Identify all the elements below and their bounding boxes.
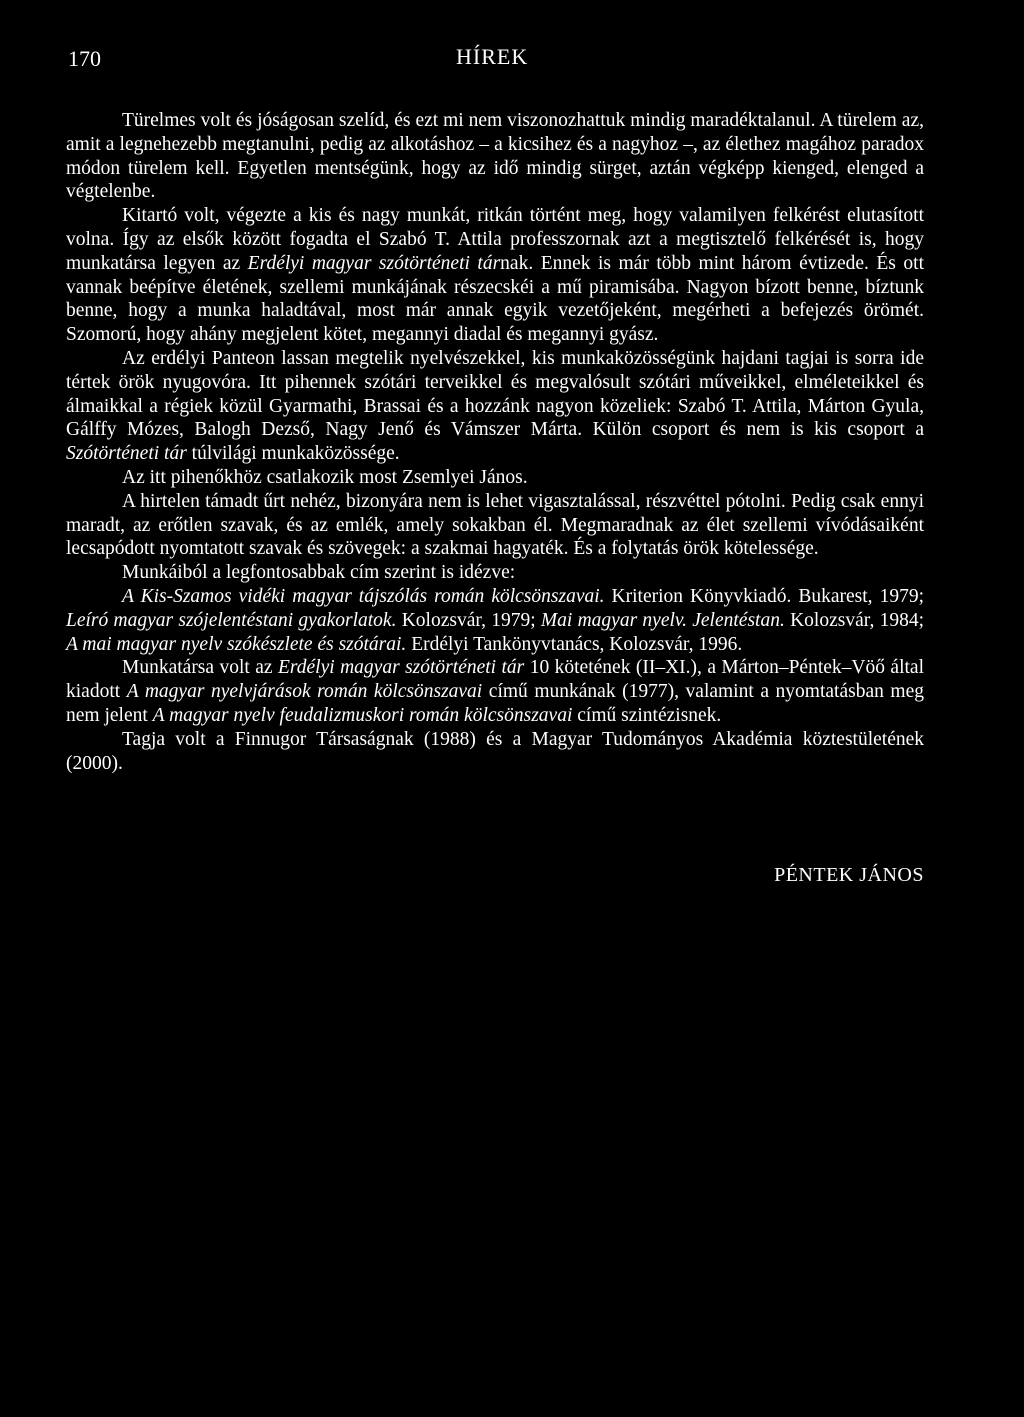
page-number: 170 (68, 46, 101, 71)
paragraph: A hirtelen támadt űrt nehéz, bizonyára nem is lehet vigasztalással, részvéttel pótolni. Pedig csak ennyi maradt, az erőtlen szavak, és az emlék, amely sokakban él. Megmaradnak az élet szellemi vívódásaiként lecsapódott nyomtatott szavak és szövegek: a szakmai hagyaték. És a folytatás örök kötelessége. (66, 490, 924, 560)
bibliography: A Kis-Szamos vidéki magyar tájszólás román kölcsönszavai. Kriterion Könyvkiadó. Bukarest, 1979; Leíró magyar szójelentéstani gyakorlatok. Kolozsvár, 1979; Mai magyar nyelv. Jelentéstan. Kolozsvár, 1984; A mai magyar nyelv szókészlete és szótárai. Erdélyi Tankönyvtanács, Kolozsvár, 1996. (66, 585, 925, 655)
running-head: HÍREK (456, 44, 529, 69)
work-title: A mai magyar nyelv szókészlete és szótárai. (66, 633, 407, 655)
paragraph: Az itt pihenőkhöz csatlakozik most Zsemlyei János. (122, 466, 528, 488)
work-title: Leíró magyar szójelentéstani gyakorlatok. (66, 609, 397, 631)
paragraph: Munkatársa volt az Erdélyi magyar szótörténeti tár 10 kötetének (II–XI.), a Márton–Péntek–Vöő által kiadott A magyar nyelvjárások román kölcsönszavai című munkának (1977), valamint a nyomtatásban meg nem jelent A magyar nyelv feudalizmuskori román kölcsönszavai című szintézisnek. (66, 657, 924, 726)
paragraph: Munkáiból a legfontosabbak cím szerint is idézve: (122, 562, 516, 584)
work-title: Mai magyar nyelv. Jelentéstan. (540, 609, 785, 631)
work-title: A Kis-Szamos vidéki magyar tájszólás román kölcsönszavai. (122, 585, 605, 607)
work-title: Szótörténeti tár (66, 443, 187, 465)
paragraph: Kitartó volt, végezte a kis és nagy munkát, ritkán történt meg, hogy valamilyen felkérést elutasított volna. Így az elsők között fogadta el Szabó T. Attila professzornak azt a megtisztelő felkérését is, hogy munkatársa legyen az Erdélyi magyar szótörténeti tárnak. Ennek is már több mint három évtizede. És ott vannak beépítve életének, szellemi munkájának részecskéi a mű piramisába. Nagyon bízott benne, bíztunk benne, hogy a munka haladtával, most már annak egyik vezetőjeként, megérheti a befejezés örömét. Szomorú, hogy ahány megjelent kötet, megannyi diadal és megannyi gyász. (66, 205, 924, 346)
article-body (66, 109, 924, 775)
work-title: Erdélyi magyar szótörténeti tár (247, 252, 501, 274)
work-title: Erdélyi magyar szótörténeti tár (277, 657, 525, 679)
paragraph: Az erdélyi Panteon lassan megtelik nyelvészekkel, kis munkaközösségünk hajdani tagjai is sorra ide tértek örök nyugovóra. Itt pihennek szótári terveikkel és megvalósult szótári műveikkel, elméleteikkel és álmaikkal a régiek közül Gyarmathi, Brassai és a hozzánk nagyon közeliek: Szabó T. Attila, Márton Gyula, Gálffy Mózes, Balogh Dezső, Nagy Jenő és Vámszer Márta. Külön csoport és nem is kis csoport a Szótörténeti tár túlvilági munkaközössége. (66, 347, 924, 465)
paragraph: Tagja volt a Finnugor Társaságnak (1988) és a Magyar Tudományos Akadémia köztestületének (2000). (66, 728, 924, 774)
paragraph: Türelmes volt és jóságosan szelíd, és ezt mi nem viszonozhattuk mindig maradéktalanul. A türelem az, amit a legnehezebb megtanulni, pedig az alkotáshoz – a kicsihez és a nagyhoz –, az élethez magához paradox módon türelem kell. Egyetlen mentségünk, hogy az idő mindig sürget, aztán végképp kienged, elenged a végtelenbe. (66, 110, 924, 203)
author-signature: PÉNTEK JÁNOS (774, 864, 924, 886)
work-title: A magyar nyelv feudalizmuskori román kölcsönszavai (152, 704, 573, 726)
work-title: A magyar nyelvjárások román kölcsönszavai (126, 681, 483, 703)
